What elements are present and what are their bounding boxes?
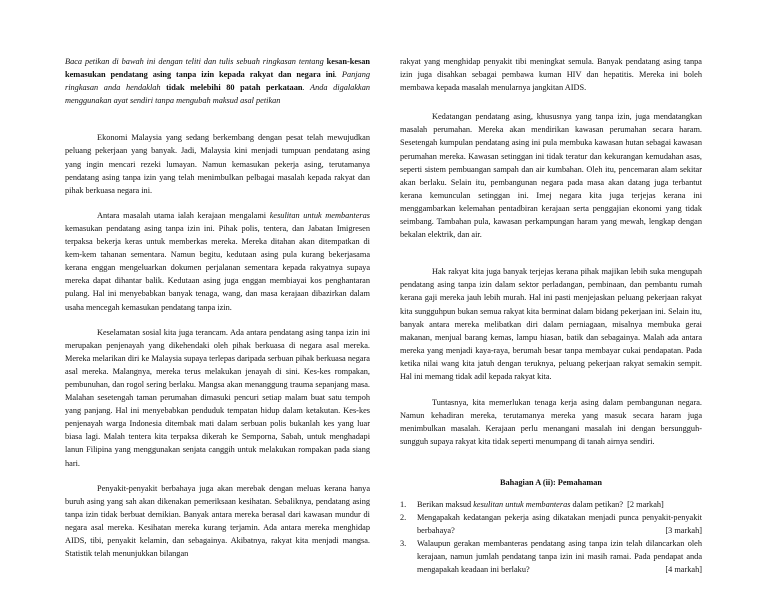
passage-paragraph-7: Tuntasnya, kita memerlukan tenaga kerja asing dalam pembangunan negara. Namun kehadiran mereka, terutamanya mereka yang masuk secara haram juga menimbulkan masalah. Kerajaan perlu menangani masalah ini dengan bersungguh-sungguh supaya rakyat kita tidak seperti menumpang di tanah airnya sendiri. xyxy=(400,398,702,447)
passage-paragraph-6: Hak rakyat kita juga banyak terjejas kerana pihak majikan lebih suka mengupah pendatang asing tanpa izin dalam sektor perladangan, pembinaan, dan pembantu rumah kerana gaji mereka jauh lebih murah. Hal ini pasti menjejaskan peluang pekerjaan rakyat kita sungguhpun bukan semua rakyat kita berminat dalam bidang pekerjaan ini. Selain itu, banyak antara mereka melibatkan diri dalam perniagaan, misalnya membuka gerai makanan, menjual barang kemas, lampu hiasan, batik dan sebagainya. Malah ada antara mereka yang menjadi kaya-raya, berumah besar tanpa membayar cukai pendapatan. Pada ketika nilai wang kita jatuh dengan teruknya, peluang pekerjaan rakyat semakin sempit. Hal ini memang tidak adil kepada rakyat kita. xyxy=(400,267,702,381)
instruction-mid: . Panjang ringkasan anda hendaklah xyxy=(65,70,370,93)
question-number: 3. xyxy=(400,538,407,548)
question-list xyxy=(400,498,702,577)
question-number: 2. xyxy=(400,512,407,522)
passage-paragraph-4: Penyakit-penyakit berbahaya juga akan merebak dengan meluas kerana hanya buruh asing yang sah akan dikenakan pemeriksaan kesihatan. Sebaliknya, pendatang asing tanpa izin tidak berbuat demikian. Banyak antara mereka berasal dari kawasan mundur di negara asal mereka. Kesihatan mereka kurang terjamin. Ada antara mereka menghidap AIDS, tibi, penyakit kelamin, dan sebagainya. Akibatnya, rakyat kita menjadi mangsa. Statistik telah menunjukkan bilangan xyxy=(65,483,370,559)
passage-paragraph-4-continued: rakyat yang menghidap penyakit tibi meningkat semula. Banyak pendatang asing tanpa izin juga disahkan sebagai pembawa kuman HIV dan hepatitis. Mereka ini boleh membawa kepada masalah menularnya jangkitan AIDS. xyxy=(400,57,702,93)
question-text: Walaupun gerakan membanteras pendatang asing tanpa izin telah dilancarkan oleh kerajaan, namun jumlah pendatang tanpa izin ini masih ramai. Pada pendapat anda mengapakah keadaan ini berlaku? xyxy=(417,538,702,574)
question-item xyxy=(400,537,702,576)
question-text: Berikan maksud xyxy=(417,499,474,509)
question-item xyxy=(400,511,702,537)
left-column xyxy=(65,55,370,560)
right-column xyxy=(400,55,702,576)
instruction-text xyxy=(65,55,370,107)
instruction-pre: Baca petikan di bawah ini dengan teliti dan tulis sebuah ringkasan tentang xyxy=(65,57,327,66)
instruction-post: . Anda digalakkan menggunakan ayat sendiri tanpa mengubah maksud asal petikan xyxy=(65,83,370,106)
question-item xyxy=(400,498,702,511)
question-marks: [2 markah] xyxy=(627,499,664,509)
instruction-bold-limit: tidak melebihi 80 patah perkataan xyxy=(166,83,303,93)
passage-paragraph-3: Keselamatan sosial kita juga terancam. Ada antara pendatang asing tanpa izin ini merupakan penjenayah yang dikehendaki oleh pihak berkuasa di negara asal mereka. Mereka melarikan diri ke Malaysia supaya terlepas daripada serbuan pihak berkuasa negara asal mereka. Malangnya, mereka terus melakukan jenayah di sini. Kes-kes rompakan, pembunuhan, dan rogol sering berlaku. Mangsa akan menanggung trauma sepanjang masa. Malahan sesetengah taman perumahan dimasuki pencuri setiap malam buat satu tempoh yang panjang. Hal ini menyebabkan penduduk tempatan hidup dalam ketakutan. Kes-kes penjenayah warga Indonesia ditembak mati dalam serbuan polis bukanlah kes yang luar biasa lagi. Malah tentera kita terpaksa dikerah ke Semporna, Sabah, untuk menghadapi lanun Filipina yang menggunakan senjata canggih untuk melakukan rompakan pada siang hari. xyxy=(65,327,370,468)
section-title: Bahagian A (ii): Pemahaman xyxy=(499,478,603,488)
question-marks: [4 markah] xyxy=(665,565,702,574)
paragraph-2-italic-phrase: kesulitan untuk membanteras xyxy=(269,210,370,220)
question-text: Mengapakah kedatangan pekerja asing dikatakan menjadi punca penyakit-penyakit berbahaya? xyxy=(417,512,702,535)
question-italic-phrase: kesulitan untuk membanteras xyxy=(473,499,571,509)
passage-paragraph-5: Kedatangan pendatang asing, khususnya yang tanpa izin, juga mendatangkan masalah perumahan. Mereka akan mendirikan kawasan perumahan secara haram. Sesetengah kumpulan pendatang asing ini pula membuka kawasan hutan sebagai kawasan perumahan mereka. Kawasan setinggan ini tidak teratur dan kekurangan kemudahan asas, seperti sistem pembuangan sampah dan air kumbahan. Oleh itu, pencemaran alam sekitar akan berlaku. Selain itu, pembangunan negara pada masa akan datang juga terbantut kerana kemunculan setinggan ini. Imej negara kita juga terjejas kerana ini menggambarkan kelemahan pentadbiran kerajaan serta penggajian ekonomi yang tidak seimbang. Tambahan pula, kawasan perkampungan haram yang mewah, lengkap dengan bekalan elektrik, dan air. xyxy=(400,112,702,240)
question-marks: [3 markah] xyxy=(665,525,702,535)
passage-paragraph-2 xyxy=(65,209,370,314)
question-text-post: dalam petikan? xyxy=(570,499,624,509)
paragraph-2-pre: Antara masalah utama ialah kerajaan mengalami xyxy=(97,210,270,220)
instruction-bold-topic: kesan-kesan kemasukan pendatang asing tanpa izin kepada rakyat dan negara ini xyxy=(65,57,370,80)
passage-paragraph-1: Ekonomi Malaysia yang sedang berkembang dengan pesat telah mewujudkan peluang pekerjaan yang banyak. Jadi, Malaysia kini menjadi tumpuan pendatang asing yang ingin mencari rezeki lumayan. Namun kemasukan pekerja asing, terutamanya pendatang asing tanpa izin yang telah menimbulkan pelbagai masalah kepada rakyat dan pihak berkuasa negara ini. xyxy=(65,133,370,195)
question-number: 1. xyxy=(400,499,407,509)
paragraph-2-post: kemasukan pendatang asing tanpa izin ini. Pihak polis, tentera, dan Jabatan Imigresen terpaksa bekerja keras untuk memberkas mereka. Mereka ditahan akan ditempatkan di kem-kem tahanan sementara. Namun begitu, kedutaan asing pula kurang bekerjasama kerana enggan mengeluarkan dokumen perjalanan sementara kepada rakyatnya supaya mereka dapat dihantar balik. Kedutaan asing juga enggan membiayai kos penghantaran pulang. Hal ini menyebabkan banyak tenaga, wang, dan masa kerajaan dibazirkan dalam usaha mencegah kemasukan pendatang tanpa izin. xyxy=(65,223,370,312)
